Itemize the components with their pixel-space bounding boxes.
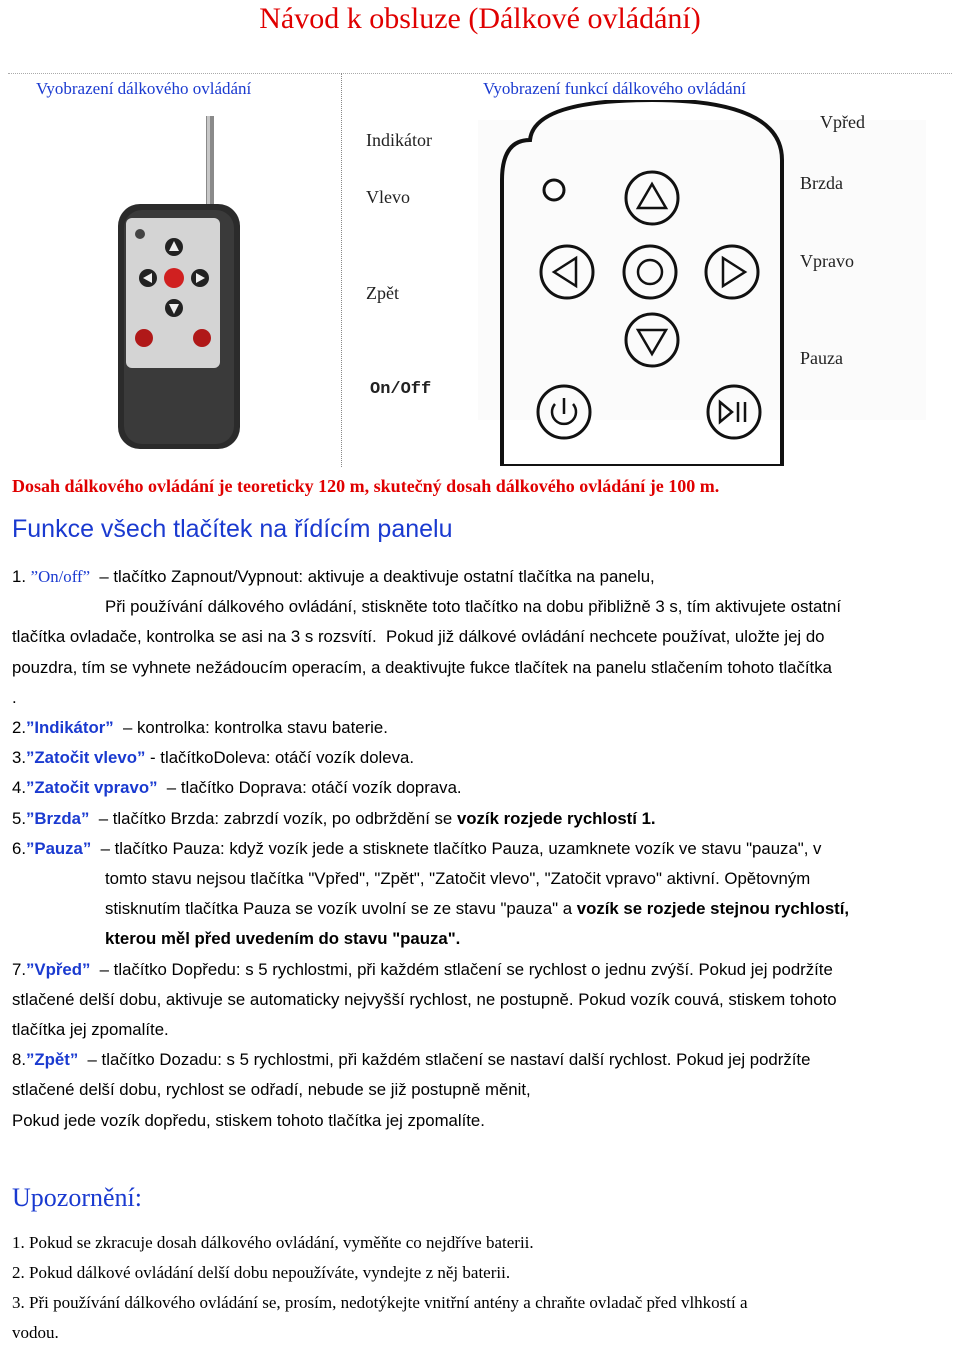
remote-control-photo xyxy=(110,112,250,452)
table-divider xyxy=(341,73,342,467)
list-item: 2. Pokud dálkové ovládání delší dobu nepoužíváte, vyndejte z něj baterii. xyxy=(12,1263,511,1282)
label-indikator: Indikátor xyxy=(366,130,432,150)
label-onoff: On/Off xyxy=(370,380,432,399)
label-vpravo: Vpravo xyxy=(800,251,854,271)
list-item: 5.”Brzda” – tlačítko Brzda: zabrzdí vozík, po odbrždění se vozík rozjede rychlostí 1. xyxy=(12,808,656,828)
list-item: 1. ”On/off” – tlačítko Zapnout/Vypnout: aktivuje a deaktivuje ostatní tlačítka na panelu, xyxy=(12,567,655,586)
left-column-header: Vyobrazení dálkového ovládání xyxy=(36,79,252,98)
functions-list: 1. ”On/off” – tlačítko Zapnout/Vypnout: aktivuje a deaktivuje ostatní tlačítka na panelu, Při používání dálkového ovládání, stiskněte toto tlačítko na dobu přibližně 3 s, tím aktivujete ostatní tlačítka ovladače, kontrolka se asi na 3 s rozsvítí. Pokud již dálkové ovládání nechcete používat, uložte jej do pouzdra, tím se vyhnete nežádoucím operacím, a deaktivujte fukce tlačítek na panelu stlačením tohoto tlačítka . 2.”Indikátor” – kontrolka: kontrolka stavu baterie. 3.”Zatočit vlevo” - tlačítkoDoleva: otáčí vozík doleva. 4.”Zatočit vpravo” – tlačítko Doprava: otáčí vozík doprava. 5.”Brzda” – tlačítko Brzda: zabrzdí vozík, po odbrždění se vozík rozjede rychlostí 1. 6.”Pauza” – tlačítko Pauza: když vozík jede a stisknete tlačítko Pauza, uzamknete vozík ve stavu "pauza", v tomto stavu nejsou tlačítka "Vpřed", "Zpět", "Zatočit vlevo", "Zatočit vpravo" aktivní. Opětovným stisknutím tlačítka Pauza se vozík uvolní se ze stavu "pauza" a vozík se rozjede stejnou rychlostí, kterou měl před uvedením do stavu "pauza". 7.”Vpřed” – tlačítko Dopředu: s 5 rychlostmi, při každém stlačení se rychlost o jednu zvýší. Pokud jej podržíte stlačené delší dobu, aktivuje se automaticky nejvyšší rychlost, ne postupně. Pokud vozík couvá, stiskem tohoto tlačítka jej zpomalíte. 8.”Zpět” – tlačítko Dozadu: s 5 rychlostmi, při každém stlačení se nastaví další rychlost. Pokud jej podržíte stlačené delší dobu, rychlost se odřadí, nebude se již postupně měnit, Pokud jede vozík dopředu, stiskem tohoto tlačítka jej zpomalíte. xyxy=(12,562,948,1136)
warning-heading: Upozornění: xyxy=(12,1183,142,1212)
warning-list xyxy=(12,1228,948,1348)
table-border xyxy=(8,73,952,74)
right-column-header: Vyobrazení funkcí dálkového ovládání xyxy=(483,79,746,98)
label-zpet: Zpět xyxy=(366,283,399,303)
list-item: 3. Při používání dálkového ovládání se, prosím, nedotýkejte vnitřní antény a chraňte ovladač před vlhkostí a xyxy=(12,1293,748,1312)
range-note: Dosah dálkového ovládání je teoreticky 120 m, skutečný dosah dálkového ovládání je 100 m. xyxy=(12,476,720,496)
label-vpred: Vpřed xyxy=(820,112,865,132)
list-item: 8.”Zpět” – tlačítko Dozadu: s 5 rychlostmi, při každém stlačení se nastaví další rychlost. Pokud jej podržíte xyxy=(12,1050,811,1070)
remote-function-diagram xyxy=(352,100,928,466)
list-item: 1. Pokud se zkracuje dosah dálkového ovládání, vyměňte co nejdříve baterii. xyxy=(12,1233,534,1252)
functions-heading: Funkce všech tlačítek na řídícím panelu xyxy=(12,515,453,543)
indicator-led xyxy=(135,229,145,239)
label-pauza: Pauza xyxy=(800,348,843,368)
list-item: 3.”Zatočit vlevo” - tlačítkoDoleva: otáčí vozík doleva. xyxy=(12,748,415,768)
label-brzda: Brzda xyxy=(800,173,843,193)
list-item: vodou. xyxy=(12,1323,59,1342)
list-item: 4.”Zatočit vpravo” – tlačítko Doprava: otáčí vozík doprava. xyxy=(12,778,462,798)
list-item: 7.”Vpřed” – tlačítko Dopředu: s 5 rychlostmi, při každém stlačení se rychlost o jednu zvýší. Pokud jej podržíte xyxy=(12,959,833,979)
page-title: Návod k obsluze (Dálkové ovládání) xyxy=(259,2,701,35)
list-item: 6.”Pauza” – tlačítko Pauza: když vozík jede a stisknete tlačítko Pauza, uzamknete vozík ve stavu "pauza", v xyxy=(12,838,822,858)
list-item: 2.”Indikátor” – kontrolka: kontrolka stavu baterie. xyxy=(12,718,388,738)
label-vlevo: Vlevo xyxy=(366,187,410,207)
